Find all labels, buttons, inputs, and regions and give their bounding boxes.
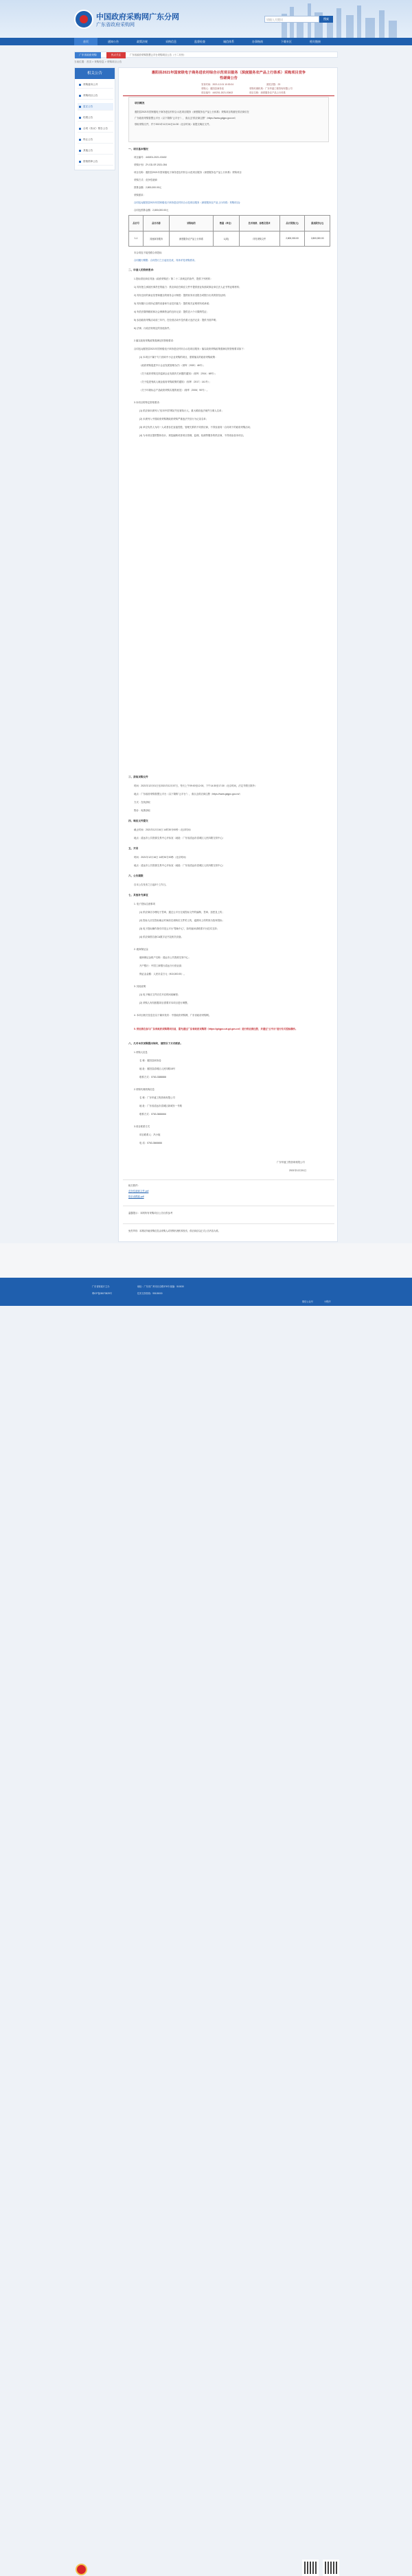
nav-supervision[interactable]: 监督检查 <box>194 40 205 43</box>
contact-line: 3.项目联系方式 <box>134 1125 150 1128</box>
section-qualification-title: 二、申请人的资格要求： <box>128 269 156 271</box>
policy-line: 《关于环境标志产品政府采购实施的意见》（财库〔2006〕90号）。 <box>139 389 209 392</box>
footer-contact: 技术支持热线：95105000 <box>137 1292 163 1295</box>
other-line: (1) 电子响应文件应在开启时间前解密； <box>139 993 181 996</box>
table-header-cell: 品目号 <box>129 216 144 231</box>
summary-line: 领取采购文件，并于2021年12月16日14:30（北京时间）前提交响应文件。 <box>135 123 211 126</box>
qr-label: 小程序 <box>324 1300 331 1303</box>
basic-info-line: 采购计划：ZY-GD-SF-2021-054 <box>134 163 168 166</box>
main-nav <box>0 38 412 45</box>
specific-requirement-line: (2) 未被列入中国政府采购网政府采购严重违法失信行为记录名单； <box>139 418 209 420</box>
policy-line: 《政府采购促进中小企业发展管理办法》（财库〔2020〕46号）； <box>139 364 206 367</box>
meta-views: 浏览次数：23 <box>266 83 281 86</box>
qualification-line: 2.落实政府采购政策需满足的资格要求： <box>134 339 176 342</box>
table-cell: 1-1 <box>129 231 144 247</box>
nav-guide[interactable]: 办事指南 <box>252 40 263 43</box>
nav-policy[interactable]: 政策法规 <box>137 40 148 43</box>
meta-agency: 采购代理机构：广东华盛工程咨询有限公司 <box>249 87 293 90</box>
sidebar-item[interactable]: 合同（协议）预告公告 <box>78 125 113 133</box>
table-row <box>129 231 330 247</box>
contact-line: 2.采购代理机构信息 <box>134 1088 154 1091</box>
notice-bar <box>74 52 338 58</box>
attachment-link[interactable]: 报价表模板.pdf <box>128 1195 144 1198</box>
table-cell: 2,800,000.00 <box>305 231 330 247</box>
other-line: (3) 电子投标操作指引详见云平台"帮助中心"，如有疑问请联系平台技术支持； <box>139 927 219 930</box>
article-title: 惠阳县2021年国家级电子商务进农村综合示范项目服务（深度服务农产品上行体系）采购项目竞争 性磋商公告 <box>151 71 306 80</box>
nav-credit[interactable]: 诚信体系 <box>223 40 234 43</box>
table-cell: 2,800,000.00 <box>279 231 305 247</box>
nav-downloads[interactable]: 下载专区 <box>281 40 292 43</box>
attachment-link[interactable]: 竞争性磋商文件.pdf <box>128 1190 149 1193</box>
qualification-line: 3.本项目的特定资格要求： <box>134 401 162 404</box>
qualification-line: 4) 有依法缴纳税收和社会保障资金的良好记录：提供近六个月缴纳凭证； <box>134 310 209 313</box>
section-other-title: 七、其他补充事宜 <box>128 894 148 896</box>
gov-procurement-logo-icon[interactable] <box>74 10 93 29</box>
basic-info-line: 项目编号：440201-2021-03402 <box>134 156 167 159</box>
obtain-time: 时间：2021年12月01日至2021年12月07日，每天上午09:00至12:00，下午14:30至17:30（北京时间，法定节假日除外） <box>134 784 258 787</box>
other-line: 磋商保证金账户名称：清远市公共资源交易中心； <box>139 956 191 959</box>
other-line: 4. 本项目相关信息在以下媒体发布：中国政府采购网、广东省政府采购网。 <box>134 1014 211 1017</box>
site-title: 中国政府采购网广东分网 <box>96 13 179 21</box>
specific-requirement-line: (4) 为本项目提供整体设计、规范编制或者项目管理、监理、检测等服务的供应商，不得再参加本项目。 <box>139 434 246 437</box>
footer-address: 地址：广东省广州市北京路376号 邮编：510030 <box>137 1285 184 1288</box>
nav-procurement-info[interactable]: 采购信息 <box>165 40 176 43</box>
supplier-registration-note: 5. 供应商在参与广东省政府采购网项目前，需先通过广东省政府采购网（https://gdgpo.czt.gd.gov.cn/）进行供应商注册，并通过"云平台"进行有关投标操作。 <box>134 1028 298 1030</box>
site-subtitle: 广东省政府采购网 <box>96 23 135 27</box>
national-emblem-icon <box>76 2564 87 2575</box>
signature-date: 2021年12月01日 <box>289 1169 307 1172</box>
contact-line: 名 称：广东华盛工程咨询有限公司 <box>139 1096 175 1099</box>
other-line: (4) 供应商需自备CA数字证书及相关设备。 <box>139 936 184 938</box>
qualification-line: 1.投标供应商应具备《政府采购法》第二十二条规定的条件，提供下列材料： <box>134 278 213 280</box>
disclaimer: 免责声明：本网站所载采购信息由采购人或采购代理机构发布，供应商应以正式公告内容为准。 <box>128 1230 220 1232</box>
obtain-method: 方式：在线获取 <box>134 801 150 804</box>
contract-budget-line: 合同包预算金额：2,800,000.00元 <box>134 209 169 212</box>
footer-icp[interactable]: 粤ICP备05070829号 <box>92 1292 113 1295</box>
contact-line: 名 称：惠阳县商务局 <box>139 1059 161 1062</box>
submission-deadline: 截止时间：2021年12月16日 14时30分00秒（北京时间） <box>134 828 192 831</box>
budget-line: 预算金额：2,800,000.00元 <box>134 186 162 189</box>
sidebar-title: 相关公告 <box>75 68 115 79</box>
table-cell: 详见采购文件 <box>239 231 279 247</box>
obtain-place: 地点：广东政府采购智慧云平台（以下简称"云平台"），请点击供应商注册（https://www.gdgpo.gov.cn/） <box>134 793 242 795</box>
contact-line: 1.采购人信息 <box>134 1051 148 1054</box>
policy-line: 《关于政府采购支持监狱企业发展有关问题的通知》（财库〔2014〕68号）； <box>139 372 218 375</box>
miniprogram-qr-code <box>323 2560 339 2576</box>
nav-notices[interactable]: 通知公告 <box>108 40 119 43</box>
policy-line: 《关于促进残疾人就业政府采购政策的通知》（财库〔2017〕141号）； <box>139 381 211 383</box>
contact-line: 电 话：0763-3666666 <box>139 1142 162 1144</box>
qualification-line: 3) 具有履行合同所必需的设备和专业技术能力：提供相关证明材料或承诺； <box>134 302 211 305</box>
project-summary-box <box>128 97 329 142</box>
other-line: (2) 采购人有权根据项目需要对本项目进行调整。 <box>139 1002 190 1004</box>
basic-info-line: 项目名称：惠阳县2021年国家级电子商务进农村综合示范项目服务（深度服务农产品上行体系）采购项目 <box>134 171 242 174</box>
opening-time: 时间：2021年12月16日 14时30分00秒（北京时间） <box>134 856 188 859</box>
nav-links[interactable]: 相关链接 <box>310 40 321 43</box>
divider <box>123 1179 334 1180</box>
notice-text[interactable]: 广东省政府采购智慧云平台采购项目公告（十二月份） <box>130 54 186 56</box>
submission-place: 地点：清远市公共资源交易中心开标室（地址：广东省清远市清城区人民四路交易中心） <box>134 837 225 839</box>
consortium-note: 本合同包不接受联合体投标 <box>134 251 162 254</box>
qualification-line: 6) 法律、行政法规规定的其他条件。 <box>134 327 172 330</box>
section-obtain-docs-title: 三、获取采购文件 <box>128 776 148 778</box>
table-header-cell: 数量（单位） <box>214 216 239 231</box>
table-header-row <box>129 216 330 231</box>
search-button[interactable]: 搜索 <box>319 16 333 23</box>
basic-info-line: 采购需求： <box>134 194 146 196</box>
other-line: 2. 磋商保证金 <box>134 948 148 951</box>
meta-publish-time: 发布时间：2021-12-01 10:30:24 <box>201 83 234 86</box>
specific-requirement-line: (1) 供应商未被列入"信用中国"网站失信被执行人、重大税收违法案件当事人名单； <box>139 409 224 412</box>
obtain-price: 售价：免费获取 <box>134 809 150 812</box>
share-note: 温馨提示：本网所有采购项目公告仅供参考 <box>128 1212 173 1214</box>
section-submission-title: 四、响应文件提交 <box>128 820 148 822</box>
section-period-title: 六、公告期限 <box>128 874 144 877</box>
sidebar-item[interactable]: 其他公告 <box>78 147 113 155</box>
section-opening-title: 五、开启 <box>128 847 139 850</box>
wechat-qr-code <box>302 2560 319 2576</box>
signature-org: 广东华盛工程咨询有限公司 <box>277 1161 305 1164</box>
table-header-cell: 技术规格、参数及要求 <box>239 216 279 231</box>
meta-project-no: 项目编号：440201-2021-03402 <box>201 91 233 94</box>
sidebar-item-active[interactable]: 更正公告 <box>78 103 113 111</box>
site-header <box>0 0 412 38</box>
sidebar-item[interactable]: 资格预审公告 <box>78 158 113 166</box>
summary-line: 惠阳县2021年国家级电子商务进农村综合示范项目服务（深度服务农产品上行体系）采购项目的潜在供应商应在 <box>135 111 249 113</box>
contact-line: 联系方式：0763-3666666 <box>139 1113 166 1116</box>
qr-label: 微信公众号 <box>302 1300 313 1303</box>
opening-place: 地点：清远市公共资源交易中心开标室（地址：广东省清远市清城区人民四路交易中心） <box>134 864 225 867</box>
qualification-line: 5) 参加政府采购活动前三年内，在经营活动中没有重大违法记录：提供书面声明； <box>134 319 218 321</box>
nav-home[interactable]: 首页 <box>74 38 98 45</box>
qualification-line: 1) 具有独立承担民事责任的能力：供应商应在响应文件中提供营业执照或事业单位法人证书等证明材料； <box>134 286 242 289</box>
other-line: 3. 其他说明 <box>134 985 146 988</box>
contact-line: 地 址：广东省清远市清城区新城东一号路 <box>139 1105 182 1107</box>
meta-project-name: 项目名称：深度服务农产品上行体系 <box>249 91 286 94</box>
basic-info-line: 采购方式：竞争性磋商 <box>134 179 157 181</box>
procurement-items-table <box>128 215 330 247</box>
attachments-label: 相关附件： <box>128 1184 140 1187</box>
other-line: (2) 投标人应在投标截止时间前完成响应文件的上传，逾期未上传的视为放弃投标； <box>139 919 225 922</box>
search-input[interactable]: 请输入关键词 <box>264 16 319 23</box>
sidebar <box>74 67 115 170</box>
summary-title: 项目概况 <box>135 102 145 104</box>
qualification-line: 2) 具有良好的商业信誉和健全的财务会计制度：提供财务状况报告或银行出具的资信证明； <box>134 294 228 297</box>
notice-label: 广东省政府采购 <box>75 52 101 58</box>
table-cell: 深度服务农产品上行体系 <box>169 231 213 247</box>
table-header-cell: 采购标的 <box>169 216 213 231</box>
other-line: 1. 电子投标注意事项 <box>134 903 155 905</box>
specific-requirement-line: (3) 单位负责人为同一人或者存在直接控股、管理关系的不同供应商，不得参加同一合同项下的政府采购活动； <box>139 426 253 429</box>
sidebar-item[interactable]: 采购意向公开 <box>78 81 113 89</box>
page-footer-spacer <box>0 1243 412 1278</box>
divider <box>123 1223 334 1224</box>
breadcrumb[interactable]: 当前位置：首页 > 采购信息 > 采购项目公告 <box>74 60 122 63</box>
contact-line: 联系方式：0763-3388888 <box>139 1076 166 1078</box>
footer-sponsor: 广东省财政厅主办 <box>92 1285 110 1288</box>
notice-tag[interactable]: 热点关注 <box>106 52 126 58</box>
site-footer <box>0 1278 412 1306</box>
meta-purchaser: 采购人：惠阳县商务局 <box>201 87 224 90</box>
sidebar-item[interactable]: 结果公告 <box>78 114 113 122</box>
summary-line: 广东政府采购智慧云平台（以下简称"云平台"），请点击"供应商注册"（https://www.gdgpo.gov.cn/） <box>135 117 238 120</box>
table-header-cell: 品目预算(元) <box>279 216 305 231</box>
title-divider <box>123 95 334 96</box>
article-panel <box>118 67 338 1242</box>
notice-period: 自本公告发布之日起3个工作日。 <box>134 883 168 886</box>
table-cell: 1(项) <box>214 231 239 247</box>
qualification-line: 合同包1(惠阳县2021年国家级电子商务进农村综合示范项目服务）落实政府采购政策需满足的资格要求如下： <box>134 348 247 350</box>
table-header-cell: 最高限价(元) <box>305 216 330 231</box>
table-cell: 其他商务服务 <box>144 231 169 247</box>
other-line: 保证金金额：人民币壹万元（¥10,000.00）。 <box>139 973 186 975</box>
other-line: 开户银行：中国工商银行清远分行营业部； <box>139 964 184 967</box>
contact-line: 项目联系人：冯小姐 <box>139 1133 161 1136</box>
policy-line: (1) 本项目不属于专门面向中小企业采购的项目，需要落实的政府采购政策： <box>139 356 218 359</box>
sidebar-item[interactable]: 终止公告 <box>78 136 113 144</box>
table-header-cell: 品目名称 <box>144 216 169 231</box>
section-contact-title: 八、凡对本次采购提出询问，请按以下方式联系。 <box>128 1042 183 1045</box>
contract-period: 合同履行期限：合同签订之日起至完成，具体详见采购需求。 <box>134 259 197 262</box>
contract-package-line: 合同包1(惠阳县2021年国家级电子商务进农村综合示范项目服务（深度服务农产品上行体系）采购项目)： <box>134 201 242 204</box>
section-basic-info-title: 一、项目基本情况 <box>128 148 148 150</box>
contact-line: 地 址：惠阳县清城区人民四路18号 <box>139 1067 176 1070</box>
other-line: (1) 供应商应办理电子签章，通过云平台完成投标文件的编制、签章、加密及上传； <box>139 911 225 914</box>
sidebar-item[interactable]: 采购项目公告 <box>78 92 113 100</box>
